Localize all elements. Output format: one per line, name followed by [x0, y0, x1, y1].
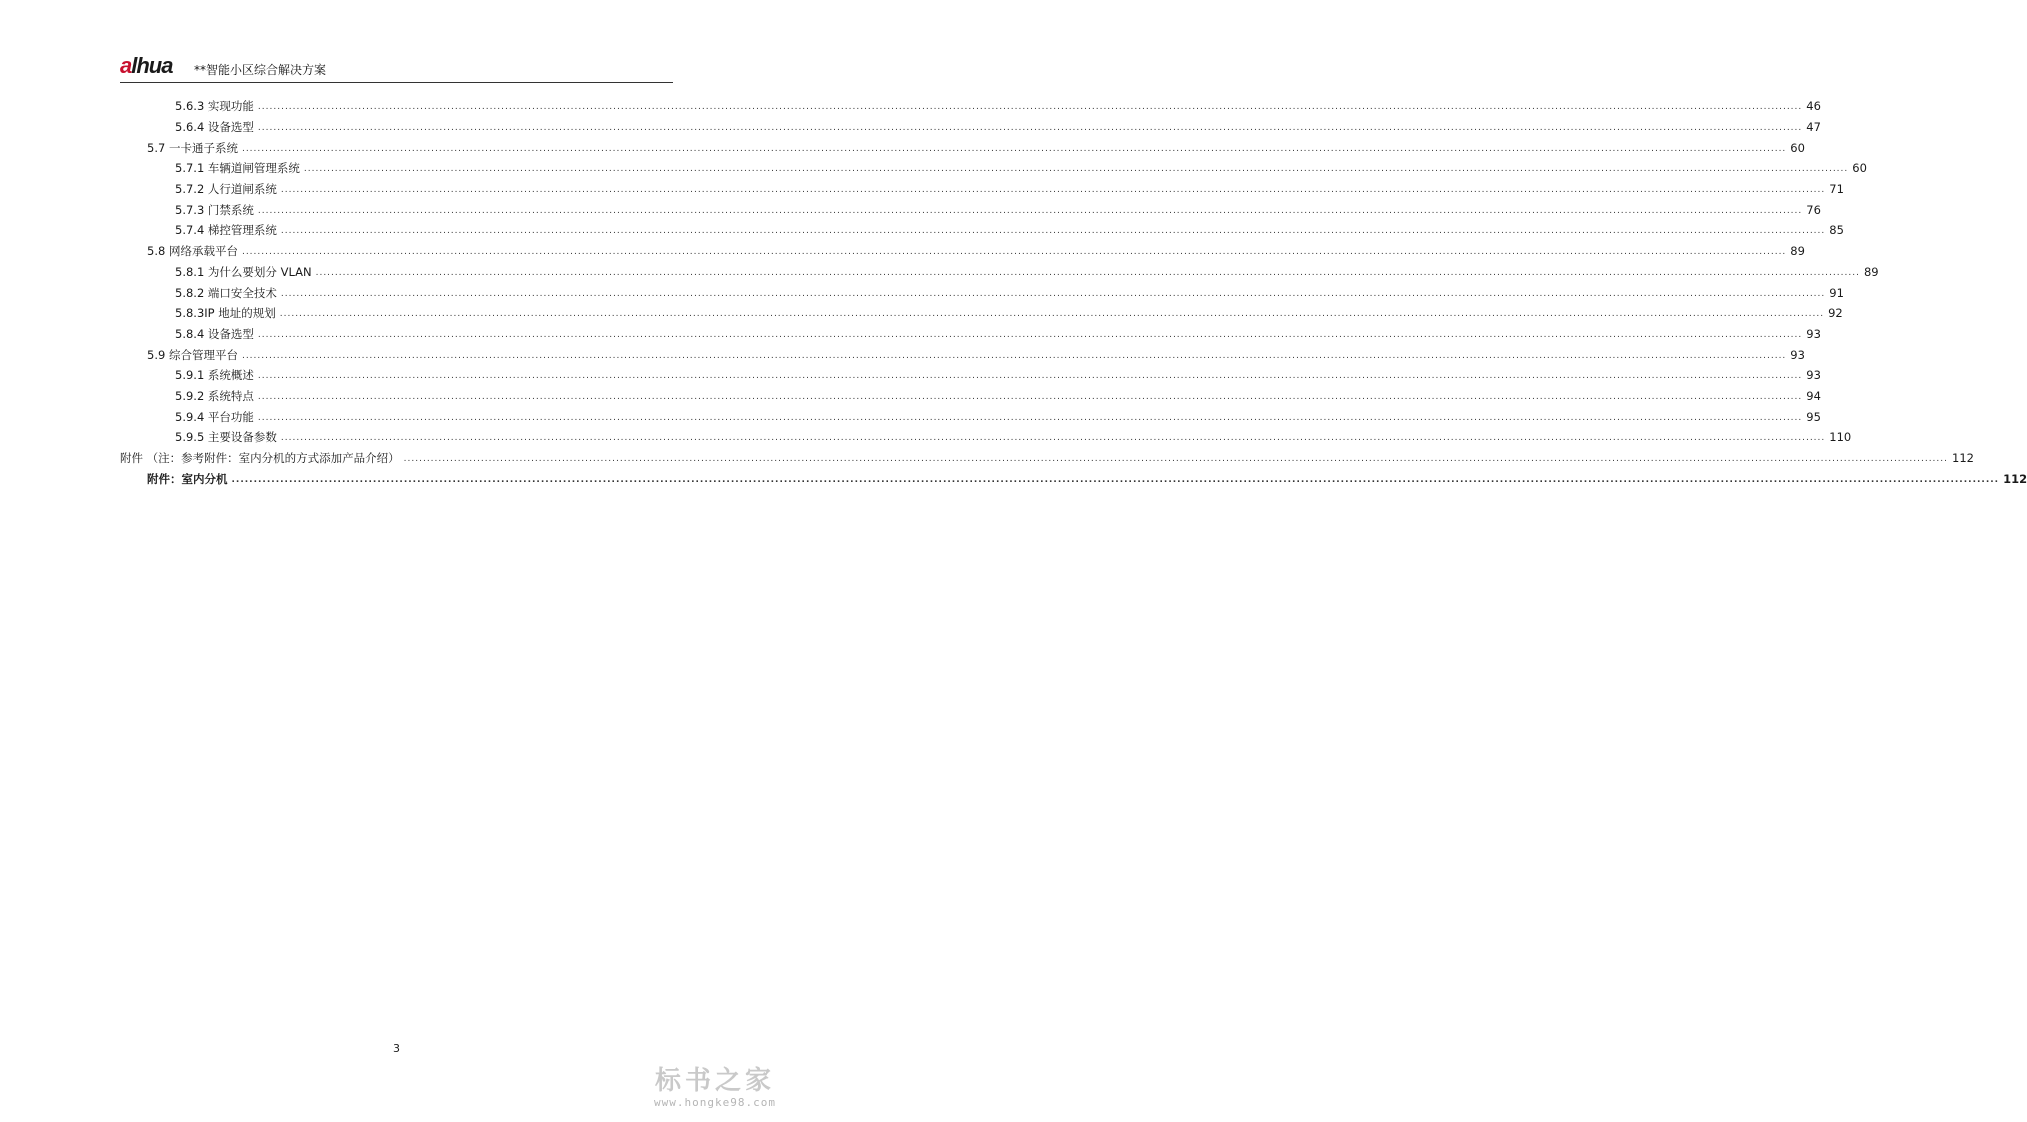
toc-dot-leader: ................................................................................................................................................................................................................................................................................................................................................................................................................	[280, 433, 1826, 444]
toc-entry-title: 5.8.3IP 地址的规划	[175, 306, 276, 321]
toc-entry[interactable]	[120, 158, 1867, 179]
toc-entry-title: 5.9.4 平台功能	[175, 409, 254, 424]
toc-entry-title: 5.6.3 实现功能	[175, 99, 254, 114]
toc-dot-leader: ................................................................................................................................................................................................................................................................................................................................................................................................................	[257, 102, 1803, 113]
toc-entry[interactable]	[120, 324, 1821, 345]
toc-entry[interactable]	[120, 344, 1805, 365]
toc-entry[interactable]	[120, 365, 1821, 386]
toc-entry-page: 94	[1806, 388, 1821, 403]
toc-dot-leader: ................................................................................................................................................................................................................................................................................................................................................................................................................	[257, 412, 1803, 423]
toc-dot-leader: ................................................................................................................................................................................................................................................................................................................................................................................................................	[231, 474, 2000, 485]
toc-entry-page: 89	[1863, 264, 1879, 279]
toc-entry-page: 76	[1806, 202, 1821, 217]
toc-entry-page: 46	[1806, 99, 1821, 114]
toc-dot-leader: ................................................................................................................................................................................................................................................................................................................................................................................................................	[257, 123, 1803, 134]
toc-dot-leader: ................................................................................................................................................................................................................................................................................................................................................................................................................	[280, 185, 1826, 196]
toc-entry-page: 60	[1852, 161, 1867, 176]
toc-dot-leader: ................................................................................................................................................................................................................................................................................................................................................................................................................	[257, 329, 1803, 340]
toc-dot-leader: ................................................................................................................................................................................................................................................................................................................................................................................................................	[257, 391, 1803, 402]
toc-entry-title: 5.9.2 系统特点	[175, 388, 254, 403]
toc-dot-leader: ................................................................................................................................................................................................................................................................................................................................................................................................................	[257, 205, 1803, 216]
toc-entry-page: 93	[1806, 326, 1821, 341]
toc-dot-leader: ................................................................................................................................................................................................................................................................................................................................................................................................................	[315, 267, 1860, 278]
toc-entry[interactable]	[120, 199, 1821, 220]
toc-entry[interactable]	[120, 96, 1821, 117]
toc-entry[interactable]	[120, 427, 1852, 448]
toc-entry-page: 95	[1806, 409, 1821, 424]
toc-entry-title: 附件 （注：参考附件：室内分机的方式添加产品介绍）	[120, 451, 400, 466]
watermark-logo-text: 标书之家	[654, 1066, 775, 1096]
toc-dot-leader: ................................................................................................................................................................................................................................................................................................................................................................................................................	[403, 454, 1948, 465]
document-title: **智能小区综合解决方案	[194, 63, 327, 77]
toc-entry[interactable]	[120, 262, 1879, 283]
toc-entry[interactable]	[120, 137, 1805, 158]
toc-entry-title: 5.8.1 为什么要划分 VLAN	[175, 264, 312, 279]
toc-entry-page: 112	[2003, 471, 2027, 486]
toc-entry-page: 71	[1829, 182, 1844, 197]
toc-entry-title: 5.8 网络承载平台	[147, 244, 238, 259]
toc-entry[interactable]	[120, 179, 1844, 200]
toc-entry-page: 60	[1790, 140, 1805, 155]
toc-entry-page: 93	[1806, 368, 1821, 383]
logo-a: a	[120, 53, 132, 78]
toc-entry-title: 5.9.1 系统概述	[175, 368, 254, 383]
toc-entry[interactable]	[120, 220, 1844, 241]
toc-entry-page: 110	[1829, 430, 1852, 445]
toc-entry-page: 91	[1829, 285, 1844, 300]
watermark	[645, 1066, 785, 1110]
toc-entry-title: 5.9.5 主要设备参数	[175, 430, 277, 445]
table-of-contents	[120, 96, 2027, 489]
page-header	[120, 52, 673, 83]
toc-entry-page: 89	[1790, 244, 1805, 259]
toc-entry-page: 85	[1829, 223, 1844, 238]
toc-entry[interactable]	[120, 282, 1844, 303]
dahua-logo	[120, 54, 172, 78]
toc-entry-page: 92	[1828, 306, 1843, 321]
toc-entry-page: 93	[1790, 347, 1805, 362]
toc-dot-leader: ................................................................................................................................................................................................................................................................................................................................................................................................................	[280, 226, 1826, 237]
toc-entry[interactable]	[120, 117, 1821, 138]
toc-dot-leader: ................................................................................................................................................................................................................................................................................................................................................................................................................	[241, 247, 1787, 258]
toc-entry-title: 5.8.4 设备选型	[175, 326, 254, 341]
toc-dot-leader: ................................................................................................................................................................................................................................................................................................................................................................................................................	[280, 288, 1826, 299]
logo-text: lhua	[131, 53, 173, 78]
toc-entry-title: 5.6.4 设备选型	[175, 120, 254, 135]
toc-entry[interactable]	[120, 406, 1821, 427]
toc-dot-leader: ................................................................................................................................................................................................................................................................................................................................................................................................................	[303, 164, 1849, 175]
toc-entry[interactable]	[120, 241, 1805, 262]
toc-entry-title: 5.7.2 人行道闸系统	[175, 182, 277, 197]
toc-entry-title: 5.7.4 梯控管理系统	[175, 223, 277, 238]
toc-entry[interactable]	[120, 386, 1821, 407]
toc-entry-title: 5.9 综合管理平台	[147, 347, 238, 362]
toc-dot-leader: ................................................................................................................................................................................................................................................................................................................................................................................................................	[279, 309, 1825, 320]
toc-entry-page: 47	[1806, 120, 1821, 135]
toc-entry-title: 5.7.3 门禁系统	[175, 202, 254, 217]
toc-entry[interactable]	[120, 468, 2027, 489]
watermark-url: www.hongke98.com	[654, 1096, 776, 1109]
toc-entry-title: 5.7.1 车辆道闸管理系统	[175, 161, 300, 176]
toc-entry-title: 5.8.2 端口安全技术	[175, 285, 277, 300]
toc-dot-leader: ................................................................................................................................................................................................................................................................................................................................................................................................................	[241, 350, 1787, 361]
toc-entry[interactable]	[120, 448, 1974, 469]
page-number: 3	[393, 1042, 400, 1055]
toc-entry-page: 112	[1952, 451, 1974, 466]
toc-entry-title: 附件：室内分机	[147, 471, 228, 486]
toc-entry-title: 5.7 一卡通子系统	[147, 140, 238, 155]
toc-dot-leader: ................................................................................................................................................................................................................................................................................................................................................................................................................	[241, 143, 1787, 154]
toc-entry[interactable]	[120, 303, 1843, 324]
toc-dot-leader: ................................................................................................................................................................................................................................................................................................................................................................................................................	[257, 371, 1803, 382]
